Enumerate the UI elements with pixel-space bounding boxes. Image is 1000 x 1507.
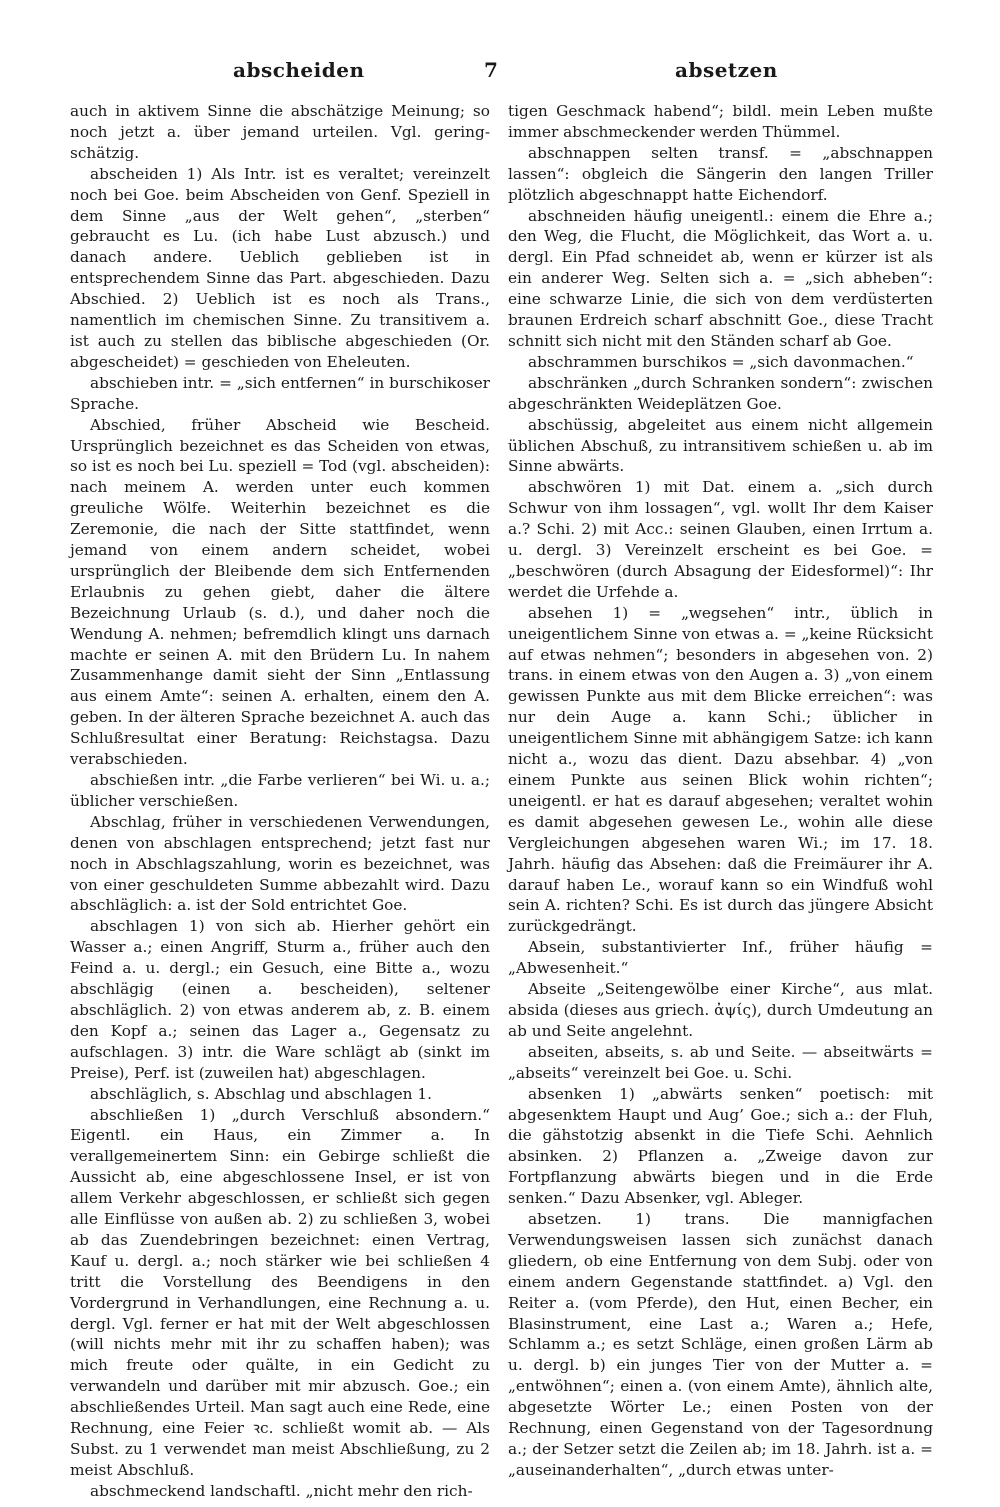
entry-abschmeckend: abschmeckend landschaftl. „nicht mehr den rich- xyxy=(90,1481,473,1500)
entry-abschieben: abschieben intr. = „sich entfernen“ in burschikoser Sprache. xyxy=(70,373,490,413)
entry-absetzen: absetzen. 1) trans. Die mannigfachen Verwendungsweisen lassen sich zunächst danach gliedern, ob eine Entfernung von dem Subj. oder von einem andern Gegenstande stattfindet. a) Vgl. den Reiter a. (vom Pferde), den Hut, einen Becher, ein Blasinstrument, eine Last a.; Waren a.; Hefe, Schlamm a.; es setzt Schläge, einen großen Lärm ab u. dergl. b) ein junges Tier von der Mutter a. = „entwöhnen“; einen a. (von einem Amte), ähnlich alte, abgesetzte Wörter Le.; einen Posten von der Rechnung, einen Gegenstand von der Tagesordnung a.; der Setzer setzt die Zeilen ab; im 18. Jahrh. ist a. = „auseinanderhalten“, „durch etwas unter- xyxy=(508,1210,933,1479)
entry-abschnappen: abschnappen selten transf. = „abschnappen lassen“: obgleich die Sängerin den langen Triller plötzlich abgeschnappt hatte Eichendorf. xyxy=(508,143,933,204)
entry-abschneiden: abschneiden häufig uneigentl.: einem die Ehre a.; den Weg, die Flucht, die Möglichkeit, das Wort a. u. dergl. Ein Pfad schneidet ab, wenn er kürzer ist als ein anderer Weg. Selten sich a. = „sich abheben“: eine schwarze Linie, die sich von dem verdüsterten braunen Erdreich scharf abschnitt Goe., diese Tracht schnitt sich nicht mit den Ständen scharf ab Goe. xyxy=(508,206,933,350)
running-head-right: absetzen xyxy=(675,58,778,82)
entry-abschrammen: abschrammen burschikos = „sich davonmachen.“ xyxy=(528,352,914,371)
entry-abschraenken: abschränken „durch Schranken sondern“: zwischen abgeschränkten Weideplätzen Goe. xyxy=(508,373,933,413)
page-number: 7 xyxy=(484,58,499,82)
entry-abschlag: Abschlag, früher in verschiedenen Verwendungen, denen von abschlagen entsprechend; jetzt fast nur noch in Abschlagszahlung, worin es bezeichnet, was von einer geschuldeten Summe abbezahlt wird. Dazu abschläglich: a. ist der Sold entrichtet Goe. xyxy=(70,812,490,915)
entry-abschuessig: abschüssig, abgeleitet aus einem nicht allgemein üblichen Abschuß, zu intransitivem schießen u. ab im Sinne abwärts. xyxy=(508,415,933,476)
entry-abseite: Abseite „Seitengewölbe einer Kirche“, aus mlat. absida (dieses aus griech. ἀψίς), durch Umdeutung an ab und Seite angelehnt. xyxy=(508,980,933,1040)
entry-abseiten: abseiten, abseits, s. ab und Seite. — abseitwärts = „abseits“ vereinzelt bei Goe. u. Schi. xyxy=(508,1042,933,1082)
left-column xyxy=(70,101,490,1500)
right-column xyxy=(508,101,933,1479)
entry-abschiessen: abschießen intr. „die Farbe verlieren“ bei Wi. u. a.; üblicher verschießen. xyxy=(70,771,490,810)
entry-abschwoeren: abschwören 1) mit Dat. einem a. „sich durch Schwur von ihm lossagen“, vgl. wollt Ihr dem Kaiser a.? Schi. 2) mit Acc.: seinen Glauben, einen Irrtum a. u. dergl. 3) Vereinzelt erscheint es bei Goe. = „beschwören (durch Absagung der Eidesformel)“: Ihr werdet die Urfehde a. xyxy=(508,478,933,601)
entry-absenken: absenken 1) „abwärts senken“ poetisch: mit abgesenktem Haupt und Aug’ Goe.; sich a.: der Fluh, die gähstotzig absenkt in die Tiefe Schi. Aehnlich absinken. 2) Pflanzen a. „Zweige davon zur Fortpflanzung abwärts biegen und in die Erde senken.“ Dazu Absenker, vgl. Ableger. xyxy=(508,1084,933,1208)
entry-abschied: Abschied, früher Abscheid wie Bescheid. Ursprünglich bezeichnet es das Scheiden von etwas, so ist es noch bei Lu. speziell = Tod (vgl. abscheiden): nach meinem A. werden unter euch kommen greuliche Wölfe. Weiterhin bezeichnet es die Zeremonie, die nach der Sitte stattfindet, wenn jemand von einem andern scheidet, wobei ursprünglich der Bleibende dem sich Entfernenden Erlaubnis zu gehen giebt, daher die ältere Bezeichnung Urlaub (s. d.), und daher noch die Wendung A. nehmen; befremdlich klingt uns darnach machte er seinen A. mit den Brüdern Lu. In nahem Zusammenhange damit sieht der Sinn „Entlassung aus einem Amte“: seinen A. erhalten, einem den A. geben. In der älteren Sprache bezeichnet A. auch das Schlußresultat einer Beratung: Reichstagsa. Dazu verabschieden. xyxy=(70,415,490,769)
entry-abschliessen: abschließen 1) „durch Verschluß absondern.“ Eigentl. ein Haus, ein Zimmer a. In verallgemeinertem Sinn: ein Gebirge schließt die Aussicht ab, eine abgeschlossene Insel, er ist von allem Verkehr abgeschlossen, er schließt sich gegen alle Einflüsse von außen ab. 2) zu schließen 3, wobei ab das Zuendebringen bezeichnet: einen Vertrag, Kauf u. dergl. a.; noch stärker wie bei schließen 4 tritt die Vorstellung des Beendigens in den Vordergrund in Verhandlungen, eine Rechnung a. u. dergl. Vgl. ferner er hat mit der Welt abgeschlossen (will nichts mehr mit ihr zu schaffen haben); was mich freute oder quälte, in ein Gedicht zu verwandeln und darüber mit mir abzusch. Goe.; ein abschließendes Urteil. Man sagt auch eine Rede, eine Rechnung, eine Feier ꝛc. schließt womit ab. — Als Subst. zu 1 verwendet man meist Abschließung, zu 2 meist Abschluß. xyxy=(70,1105,490,1479)
entry-abschlagen: abschlagen 1) von sich ab. Hierher gehört ein Wasser a.; einen Angriff, Sturm a., früher auch den Feind a. u. dergl.; ein Gesuch, eine Bitte a., wozu abschlägig (einen a. bescheiden), seltener abschläglich. 2) von etwas anderem ab, z. B. einem den Kopf a.; seinen das Lager a., Gegensatz zu aufschlagen. 3) intr. die Ware schlägt ab (sinkt im Preise), Perf. ist (zuweilen hat) abgeschlagen. xyxy=(70,917,490,1082)
page-header xyxy=(0,58,1000,98)
entry-abschlaeglich: abschläglich, s. Abschlag und abschlagen 1. xyxy=(90,1084,432,1103)
entry-absein: Absein, substantivierter Inf., früher häufig = „Abwesenheit.“ xyxy=(508,938,933,978)
entry-abscheiden: abscheiden 1) Als Intr. ist es veraltet; vereinzelt noch bei Goe. beim Abscheiden von Genf. Speziell in dem Sinne „aus der Welt gehen“, „sterben“ gebraucht es Lu. (ich habe Lust abzusch.) und danach andere. Ueblich geblieben ist in entsprechendem Sinne das Part. abgeschieden. Dazu Abschied. 2) Ueblich ist es noch als Trans., namentlich im chemischen Sinne. Zu transitivem a. ist auch zu stellen das biblische abgeschieden (Or. abgescheidet) = geschieden von Eheleuten. xyxy=(70,164,490,371)
entry-paragraph: tigen Geschmack habend“; bildl. mein Leben mußte immer abschmeckender werden Thümmel. xyxy=(508,102,933,141)
running-head-left: abscheiden xyxy=(233,58,365,82)
entry-paragraph: auch in aktivem Sinne die abschätzige Meinung; so noch jetzt a. über jemand urteilen. Vgl. gering-schätzig. xyxy=(70,102,490,162)
entry-absehen: absehen 1) = „wegsehen“ intr., üblich in uneigentlichem Sinne von etwas a. = „keine Rücksicht auf etwas nehmen“; besonders in abgesehen von. 2) trans. in einem etwas von den Augen a. 3) „von einem gewissen Punkte aus mit dem Blicke erreichen“: was nur dein Auge a. kann Schi.; üblicher in uneigentlichem Sinne mit abhängigem Satze: ich kann nicht a., wozu das dient. Dazu absehbar. 4) „von einem Punkte aus seinen Blick wohin richten“; uneigentl. er hat es darauf abgesehen; veraltet wohin es damit abgesehen gewesen Le., wohin alle diese Vergleichungen abgesehen waren Wi.; im 17. 18. Jahrh. häufig das Absehen: daß die Freimäurer ihr A. darauf haben Le., worauf kann so ein Windfuß wohl sein A. richten? Schi. Es ist durch das jüngere Absicht zurückgedrängt. xyxy=(508,603,933,936)
